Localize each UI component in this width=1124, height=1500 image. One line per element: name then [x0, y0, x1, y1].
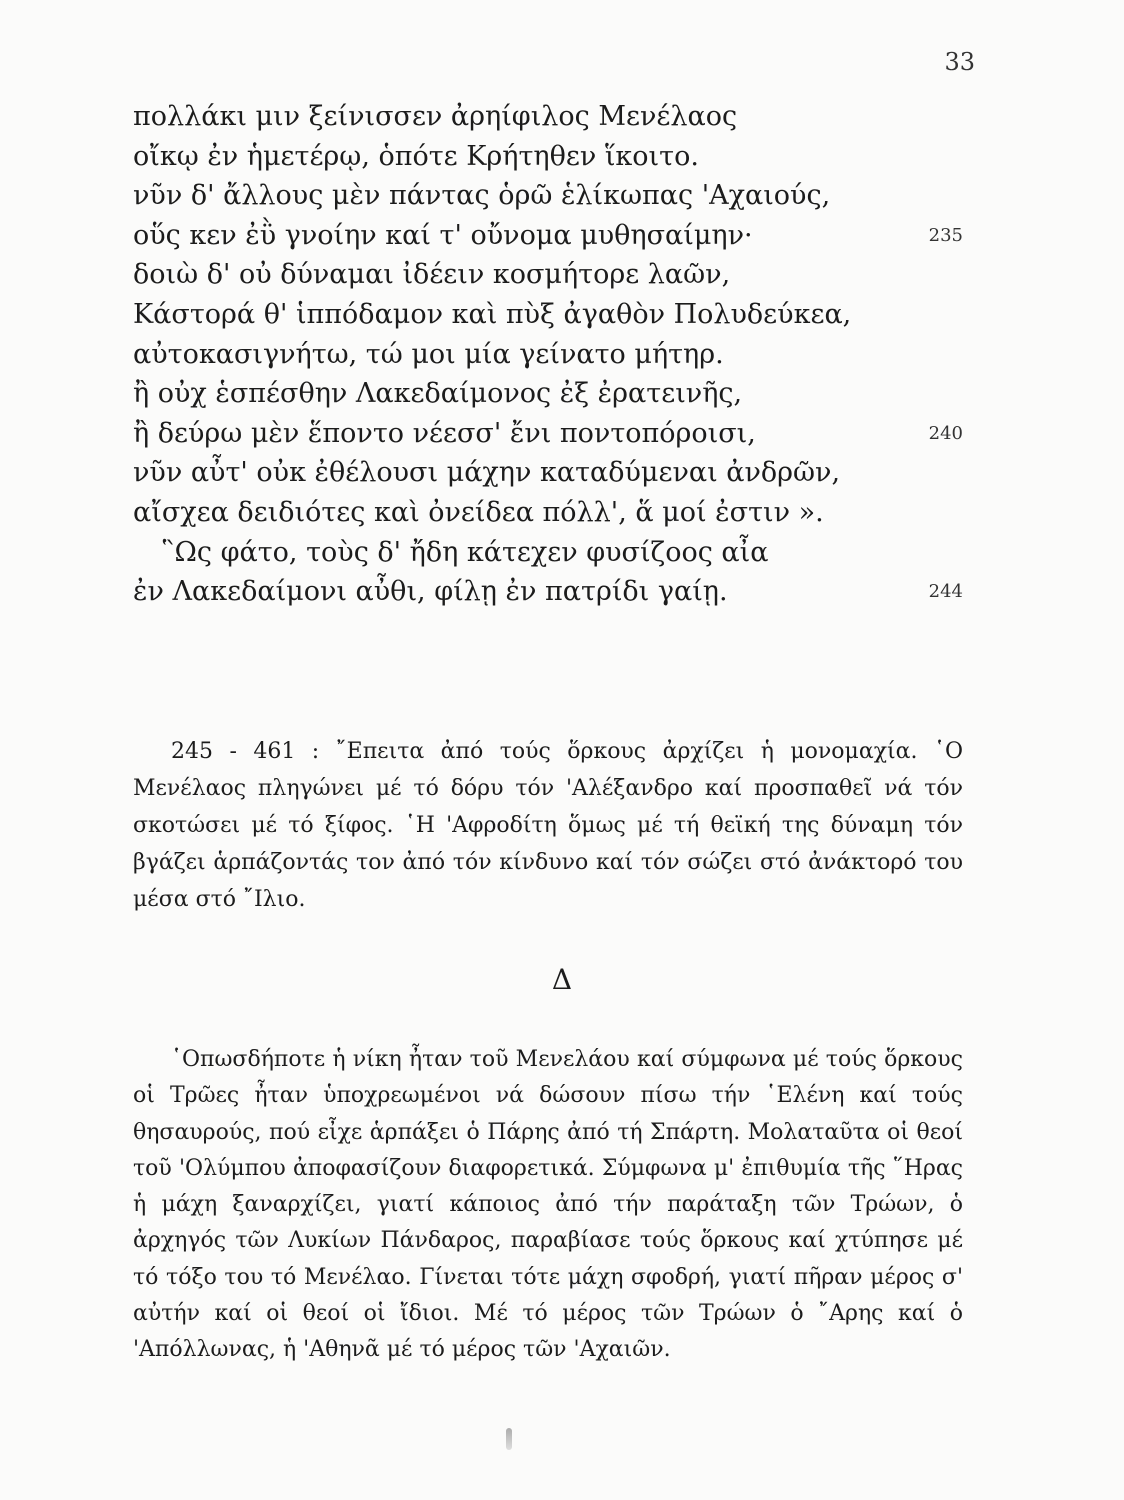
verse-line [133, 97, 963, 137]
verse-line [133, 533, 963, 573]
book-heading-letter: Δ [551, 963, 573, 996]
verse-line [133, 572, 963, 612]
verse-text: αἴσχεα δειδιότες καὶ ὀνείδεα πόλλ', ἅ μοί ἐστιν ». [133, 496, 824, 528]
verse-line [133, 216, 963, 256]
verse-line [133, 255, 963, 295]
commentary-text: ῾Οπωσδήποτε ἡ νίκη ἦταν τοῦ Μενελάου καί σύμφωνα μέ τούς ὅρκους οἱ Τρῶες ἦταν ὑποχρεωμένοι νά δώσουν πίσω τήν ῾Ελένη καί τούς θησαυρούς, πού εἶχε ἁρπάξει ὁ Πάρης ἀπό τή Σπάρτη. Μολαταῦτα οἱ θεοί τοῦ 'Ολύμπου ἀποφασίζουν διαφορετικά. Σύμφωνα μ' ἐπιθυμία τῆς ῞Ηρας ἡ μάχη ξαναρχίζει, γιατί κάποιος ἀπό τήν παράταξη τῶν Τρώων, ὁ ἀρχηγός τῶν Λυκίων Πάνδαρος, παραβίασε τούς ὅρκους καί χτύπησε μέ τό τόξο του τό Μενέλαο. Γίνεται τότε μάχη σφοδρή, γιατί πῆραν μέρος σ' αὐτήν καί οἱ θεοί οἱ ἴδιοι. Μέ τό μέρος τῶν Τρώων ὁ ῎Αρης καί ὁ 'Απόλλωνας, ἡ 'Αθηνᾶ μέ τό μέρος τῶν 'Αχαιῶν. [133, 1047, 963, 1363]
verse-text: Κάστορά θ' ἱππόδαμον καὶ πὺξ ἀγαθὸν Πολυδεύκεα, [133, 298, 852, 330]
verse-text: νῦν δ' ἄλλους μὲν πάντας ὁρῶ ἑλίκωπας 'Αχαιούς, [133, 180, 831, 212]
verse-line-number: 244 [928, 581, 963, 603]
verse-line [133, 176, 963, 216]
commentary-paragraph [133, 1042, 963, 1369]
verse-line [133, 374, 963, 414]
verse-text: αὐτοκασιγνήτω, τώ μοι μία γείνατο μήτηρ. [133, 338, 724, 370]
verse-text: νῦν αὖτ' οὐκ ἐθέλουσι μάχην καταδύμεναι ἀνδρῶν, [133, 457, 841, 489]
verse-text: πολλάκι μιν ξείνισσεν ἀρηίφιλος Μενέλαος [133, 101, 738, 132]
verse-line [133, 335, 963, 375]
verse-line [133, 493, 963, 533]
summary-text: 245 - 461 : ῎Επειτα ἀπό τούς ὅρκους ἀρχίζει ἡ μονομαχία. ῾Ο Μενέλαος πληγώνει μέ τό δόρυ τόν 'Αλέξανδρο καί προσπαθεῖ νά τόν σκοτώσει μέ τό ξίφος. ῾Η 'Αφροδίτη ὅμως μέ τή θεϊκή της δύναμη τόν βγάζει ἁρπάζοντάς τον ἀπό τόν κίνδυνο καί τόν σώζει στό ἀνάκτορό του μέσα στό ῎Ιλιο. [133, 739, 963, 912]
verse-text: ἢ δεύρω μὲν ἕποντο νέεσσ' ἔνι ποντοπόροισι, [133, 417, 756, 449]
verse-text: οὕς κεν ἐῢ γνοίην καί τ' οὔνομα μυθησαίμην· [133, 219, 753, 251]
verse-line-number: 235 [928, 224, 963, 246]
verse-line [133, 453, 963, 493]
verse-line [133, 137, 963, 177]
greek-verse-block [133, 97, 963, 612]
verse-line [133, 414, 963, 454]
scan-smudge-mark [506, 1428, 512, 1450]
verse-text: ἢ οὐχ ἑσπέσθην Λακεδαίμονος ἐξ ἐρατεινῆς, [133, 378, 743, 410]
verse-text: ῝Ως φάτο, τοὺς δ' ἤδη κάτεχεν φυσίζοος αἶα [161, 536, 769, 568]
verse-line [133, 295, 963, 335]
verse-text: δοιὼ δ' οὐ δύναμαι ἰδέειν κοσμήτορε λαῶν, [133, 259, 731, 291]
verse-line-number: 240 [928, 422, 963, 444]
summary-paragraph [133, 733, 963, 918]
verse-text: οἴκῳ ἐν ἡμετέρῳ, ὁπότε Κρήτηθεν ἵκοιτο. [133, 140, 699, 172]
page-number: 33 [944, 48, 975, 76]
verse-text: ἐν Λακεδαίμονι αὖθι, φίλῃ ἐν πατρίδι γαίῃ. [133, 576, 728, 608]
